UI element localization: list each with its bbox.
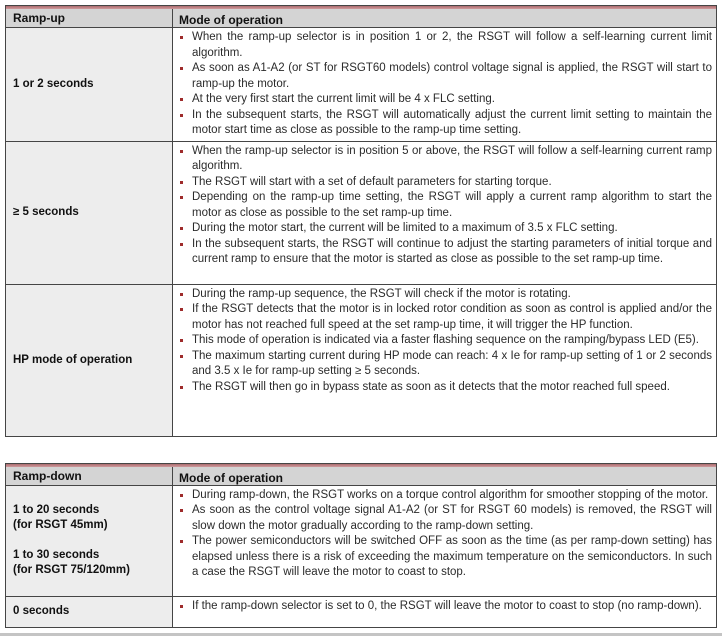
bullet-text: As soon as A1-A2 (or ST for RSGT60 models) control voltage signal is applied, the RSGT will start to ramp-up the motor. — [192, 62, 712, 90]
bullet-text: The RSGT will start with a set of default parameters for starting torque. — [192, 175, 552, 188]
bullet-text: In the subsequent starts, the RSGT will continue to adjust the starting parameters of initial torque and current ramp to ensure that the motor is started as close as possible to the set ramp-up time. — [192, 237, 712, 265]
row-label-line: (for RSGT 75/120mm) — [13, 564, 130, 576]
bullet-icon — [180, 494, 183, 497]
bullet-item — [173, 333, 712, 349]
bullet-icon — [180, 114, 183, 117]
bullet-item — [173, 190, 712, 221]
bullet-item — [173, 503, 712, 534]
bullet-item — [173, 237, 712, 268]
bullet-text: If the RSGT detects that the motor is in locked rotor condition as soon as control is applied and/or the motor has not reached full speed at the set ramp-up time, it will trigger the HP function. — [192, 303, 712, 331]
bullet-icon — [180, 355, 183, 358]
bullet-text: If the ramp-down selector is set to 0, the RSGT will leave the motor to coast to stop (no ramp-down). — [192, 599, 702, 612]
bullet-list — [173, 30, 712, 139]
row-label-cell — [6, 28, 173, 141]
bullet-text: During ramp-down, the RSGT works on a torque control algorithm for smoother stopping of the motor. — [192, 488, 709, 501]
row-content-cell — [173, 486, 716, 596]
bullet-item — [173, 488, 712, 504]
bullet-item — [173, 144, 712, 175]
bullet-icon — [180, 386, 183, 389]
bullet-item — [173, 221, 712, 237]
ramp-up-table — [5, 5, 717, 437]
row-content-cell — [173, 28, 716, 141]
column-header-mode-of-operation: Mode of operation — [173, 467, 716, 485]
column-header-ramp-up: Ramp-up — [6, 9, 173, 27]
row-label-cell — [6, 486, 173, 596]
bullet-text: This mode of operation is indicated via a faster flashing sequence on the ramping/bypass LED (E5). — [192, 334, 699, 346]
bullet-text: As soon as the control voltage signal A1-A2 (or ST for RSGT 60 models) is removed, the RSGT will slow down the motor gradually according to the ramp-down setting. — [192, 504, 712, 532]
bullet-text: During the motor start, the current will be limited to a maximum of 3.5 x FLC setting. — [192, 222, 618, 234]
bullet-icon — [180, 196, 183, 199]
row-label: 0 seconds — [13, 605, 70, 617]
row-label — [13, 503, 130, 578]
row-label-cell — [6, 285, 173, 436]
bullet-text: Depending on the ramp-up time setting, the RSGT will apply a current ramp algorithm to start the motor as close as possible to the set ramp-up time. — [192, 191, 712, 219]
table-row — [6, 141, 716, 284]
bullet-icon — [180, 181, 183, 184]
bullet-icon — [180, 67, 183, 70]
column-header-ramp-down: Ramp-down — [6, 467, 173, 485]
bullet-item — [173, 349, 712, 380]
bullet-item — [173, 380, 712, 396]
table-row — [6, 27, 716, 141]
row-label-cell — [6, 142, 173, 284]
bullet-icon — [180, 98, 183, 101]
bullet-text: When the ramp-up selector is in position 5 or above, the RSGT will follow a self-learning current ramp algorithm. — [192, 144, 712, 172]
bullet-icon — [180, 308, 183, 311]
bullet-text: The maximum starting current during HP mode can reach: 4 x Ie for ramp-up setting of 1 or 2 seconds and 3.5 x Ie for ramp-up setting ≥ 5 seconds. — [192, 349, 712, 377]
bullet-list — [173, 144, 712, 268]
row-label-line: 1 to 20 seconds — [13, 504, 100, 516]
bullet-icon — [180, 339, 183, 342]
row-label: ≥ 5 seconds — [13, 206, 79, 218]
bullet-icon — [180, 509, 183, 512]
row-label: 1 or 2 seconds — [13, 77, 94, 90]
bullet-icon — [180, 227, 183, 230]
page-bottom-rule — [0, 633, 722, 636]
bullet-text: The power semiconductors will be switched OFF as soon as the time (as per ramp-down setting) has elapsed unless there is a risk of exceeding the maximum temperature on the semiconductors. In such a case the RSGT will leave the motor to coast to stop. — [192, 535, 712, 578]
row-label-line: (for RSGT 45mm) — [13, 519, 108, 531]
row-content-cell — [173, 285, 716, 436]
bullet-item — [173, 175, 712, 191]
bullet-item — [173, 302, 712, 333]
row-label-cell — [6, 597, 173, 627]
bullet-list — [173, 599, 712, 615]
bullet-item — [173, 30, 712, 61]
row-content-cell — [173, 142, 716, 284]
bullet-item — [173, 92, 712, 108]
bullet-text: In the subsequent starts, the RSGT will automatically adjust the current limit setting to maintain the motor start time as close as possible to the ramp-up time setting. — [192, 108, 712, 136]
bullet-item — [173, 287, 712, 303]
bullet-text: The RSGT will then go in bypass state as soon as it detects that the motor reached full speed. — [192, 380, 670, 393]
bullet-icon — [180, 293, 183, 296]
bullet-item — [173, 61, 712, 92]
ramp-up-header-row — [6, 9, 716, 27]
table-row — [6, 596, 716, 627]
bullet-item — [173, 108, 712, 139]
bullet-icon — [180, 36, 183, 39]
bullet-text: At the very first start the current limit will be 4 x FLC setting. — [192, 93, 495, 105]
row-content-cell — [173, 597, 716, 627]
bullet-list — [173, 287, 712, 396]
ramp-down-header-row — [6, 467, 716, 485]
bullet-icon — [180, 150, 183, 153]
bullet-icon — [180, 243, 183, 246]
column-header-mode-of-operation: Mode of operation — [173, 9, 716, 27]
bullet-text: When the ramp-up selector is in position 1 or 2, the RSGT will follow a self-learning current limit algorithm. — [192, 31, 712, 59]
bullet-item — [173, 534, 712, 581]
row-label-line: 1 to 30 seconds — [13, 549, 100, 561]
row-label: HP mode of operation — [13, 353, 133, 366]
bullet-icon — [180, 540, 183, 543]
bullet-text: During the ramp-up sequence, the RSGT will check if the motor is rotating. — [192, 287, 571, 300]
table-row — [6, 284, 716, 436]
bullet-list — [173, 488, 712, 581]
table-row — [6, 485, 716, 596]
ramp-down-table — [5, 463, 717, 628]
bullet-icon — [180, 605, 183, 608]
bullet-item — [173, 599, 712, 615]
